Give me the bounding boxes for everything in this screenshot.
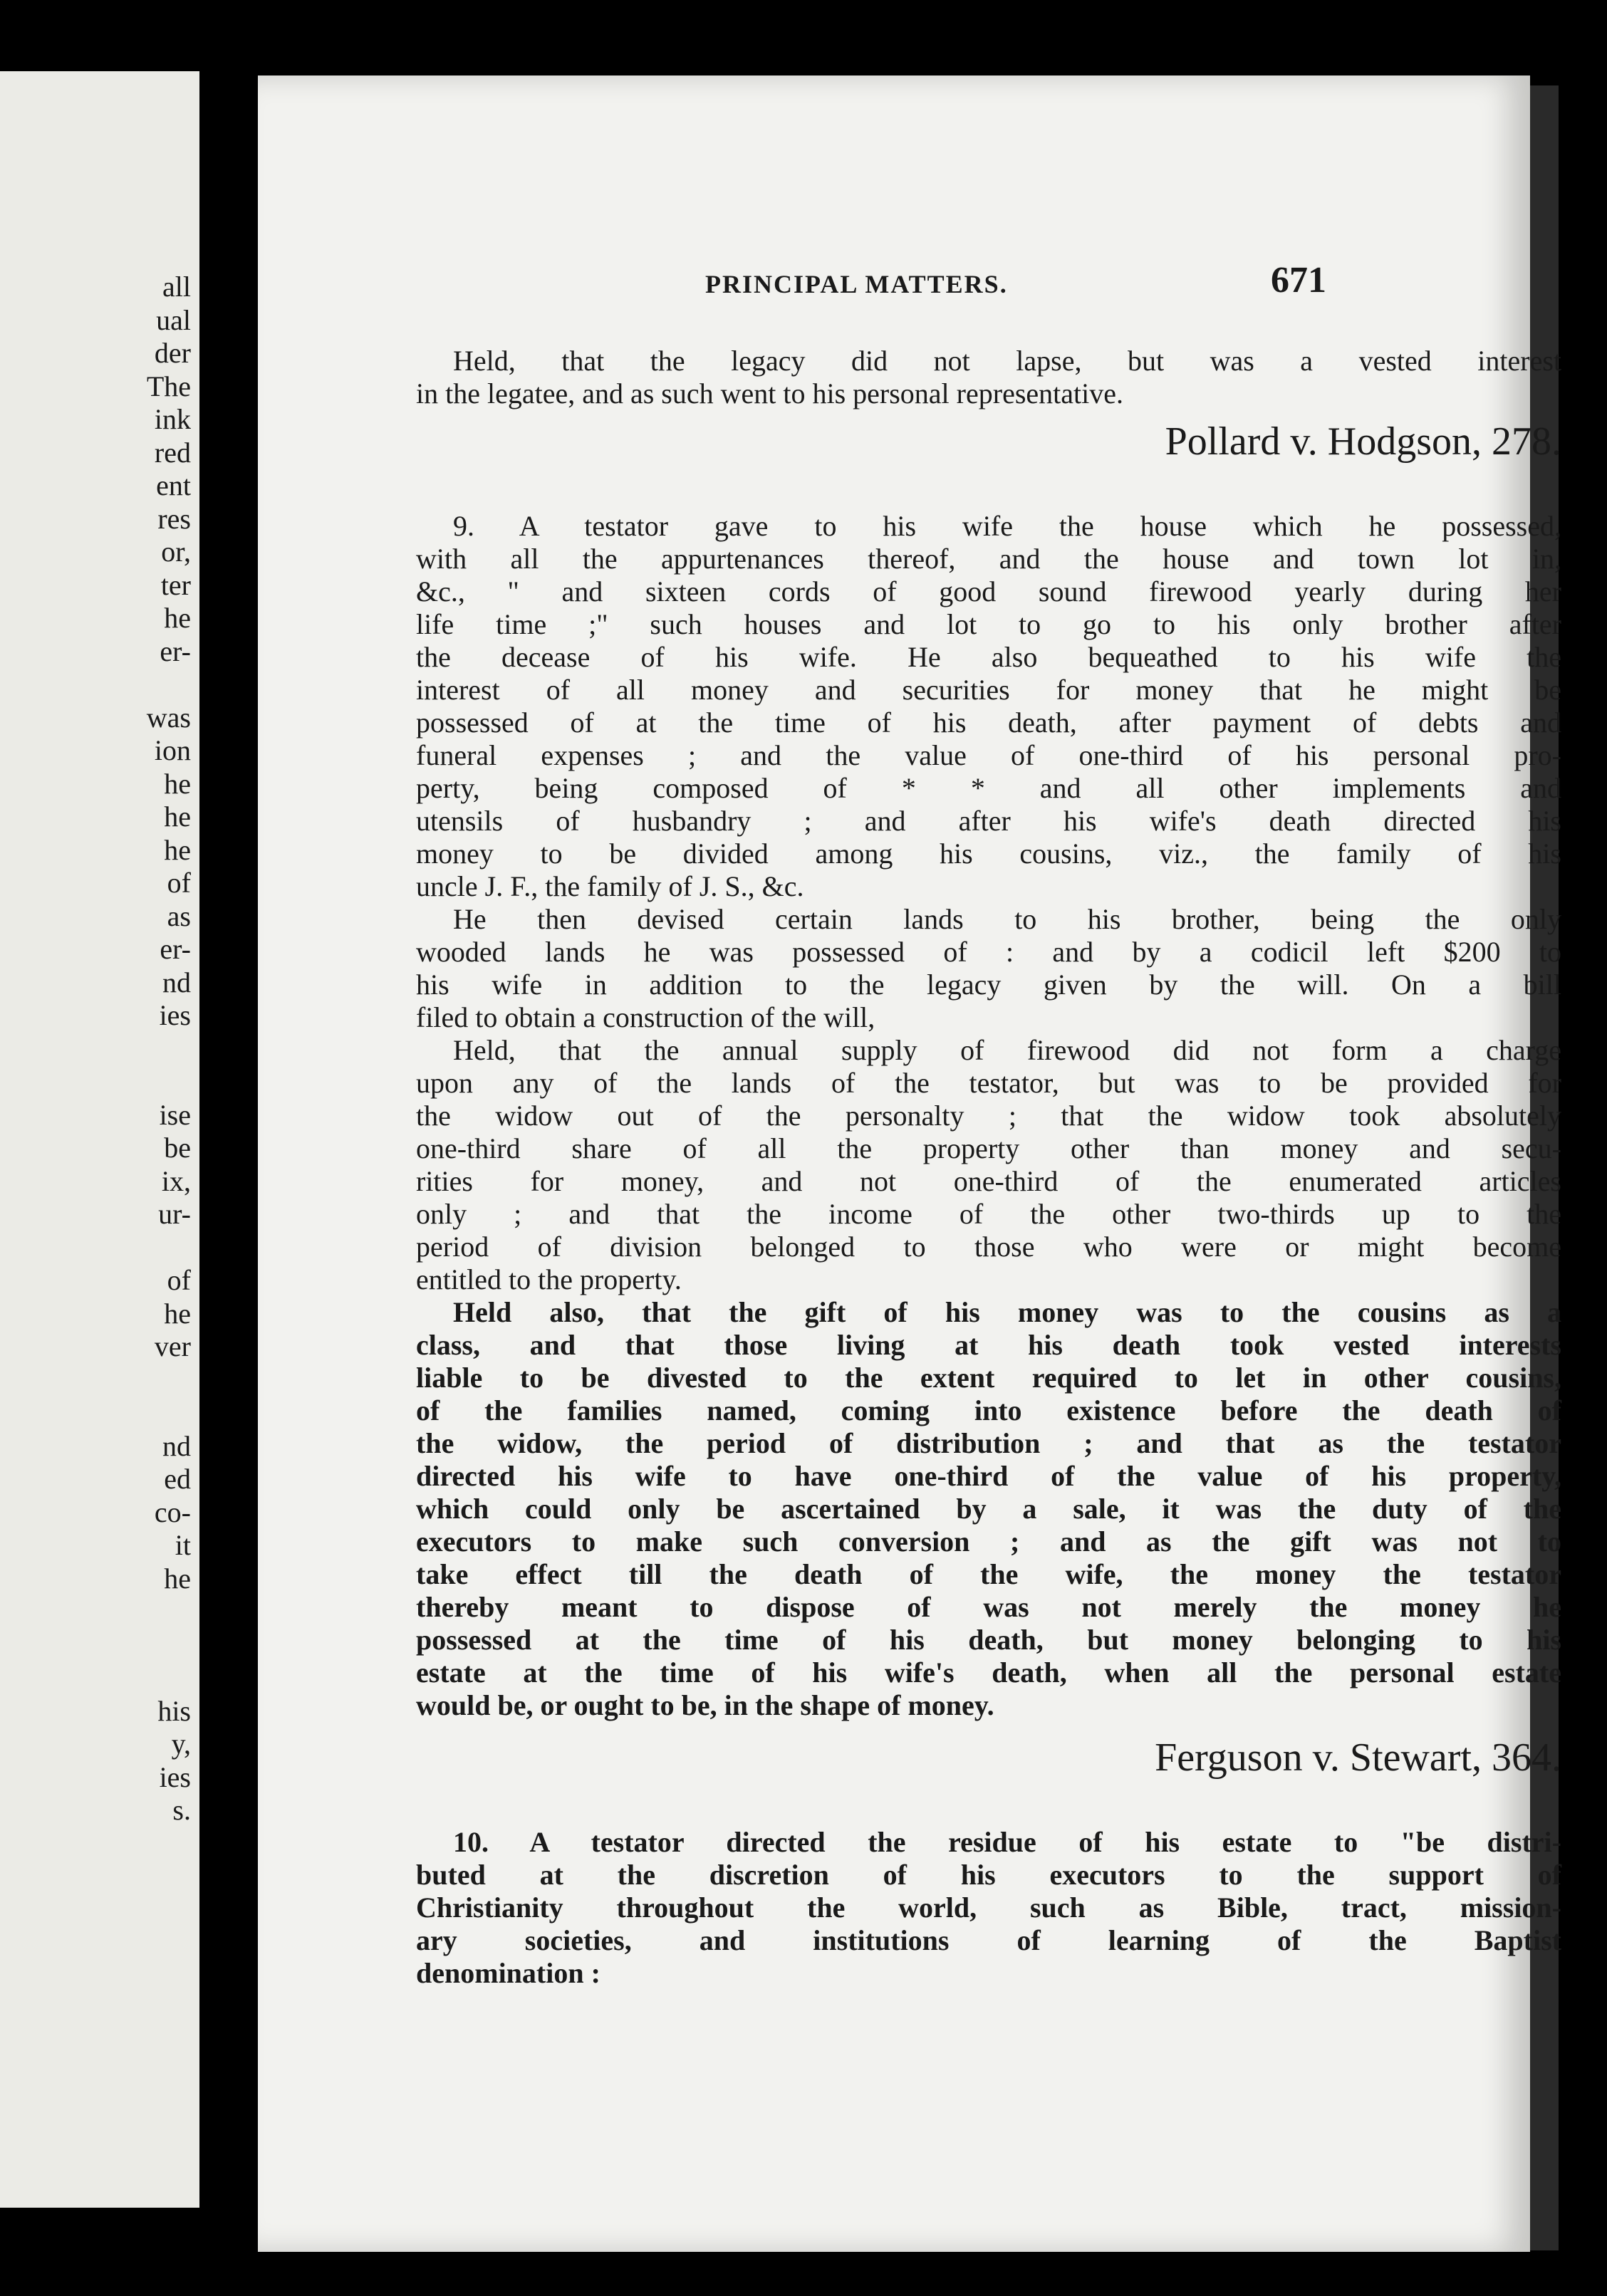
held-paragraph-1 bbox=[416, 345, 1561, 410]
text-line: in the legatee, and as such went to his personal representative. bbox=[416, 377, 1123, 409]
left-page-text-fragment: res bbox=[157, 502, 191, 535]
paragraph-9d bbox=[416, 1296, 1561, 1722]
paragraph-9c bbox=[416, 1034, 1561, 1296]
text-line: possessed of at the time of his death, after payment of debts and bbox=[416, 706, 1561, 739]
text-line: class, and that those living at his death took vested interests bbox=[416, 1329, 1561, 1361]
text-line: interest of all money and securities for money that he might be bbox=[416, 674, 1561, 706]
text-line: estate at the time of his wife's death, when all the personal estate bbox=[416, 1656, 1561, 1689]
left-page-text-fragment: ion bbox=[154, 734, 191, 766]
left-page-text-fragment: ies bbox=[159, 1760, 191, 1793]
text-line: which could only be ascertained by a sale, it was the duty of the bbox=[416, 1493, 1561, 1525]
left-page-text-fragment: he bbox=[164, 1562, 191, 1595]
page-body bbox=[416, 345, 1561, 1990]
text-line: rities for money, and not one-third of the enumerated articles bbox=[416, 1165, 1561, 1197]
left-page-text-fragment: of bbox=[167, 1264, 191, 1296]
text-line: 10. A testator directed the residue of his estate to "be distri- bbox=[453, 1826, 1561, 1858]
left-page-text-fragment: ver bbox=[154, 1330, 191, 1362]
left-page-text-fragment: it bbox=[175, 1529, 191, 1561]
text-line: executors to make such conversion ; and as the gift was not to bbox=[416, 1525, 1561, 1557]
text-line: the widow out of the personalty ; that the widow took absolutely bbox=[416, 1100, 1561, 1132]
text-line: Christianity throughout the world, such as Bible, tract, mission- bbox=[416, 1891, 1561, 1924]
left-page-text-fragment: or, bbox=[161, 536, 191, 568]
case-page-reference: 278. bbox=[1492, 419, 1561, 464]
text-line: would be, or ought to be, in the shape of money. bbox=[416, 1689, 994, 1721]
adjacent-left-page bbox=[0, 71, 199, 2208]
left-page-text-fragment: was bbox=[146, 701, 191, 734]
paragraph-10 bbox=[416, 1826, 1561, 1990]
text-line: &c., " and sixteen cords of good sound firewood yearly during her bbox=[416, 575, 1561, 607]
text-line: filed to obtain a construction of the will, bbox=[416, 1001, 875, 1033]
text-line: Held, that the legacy did not lapse, but was a vested interest bbox=[453, 345, 1561, 377]
left-page-text-fragment: ix, bbox=[161, 1164, 191, 1197]
text-line: directed his wife to have one-third of the value of his property, bbox=[416, 1460, 1561, 1492]
left-page-text-fragment: ed bbox=[164, 1463, 191, 1495]
text-line: Held also, that the gift of his money was to the cousins as a bbox=[453, 1296, 1561, 1328]
text-line: the widow, the period of distribution ; and that as the testator bbox=[416, 1427, 1561, 1459]
text-line: uncle J. F., the family of J. S., &c. bbox=[416, 870, 804, 902]
left-page-text-fragment: he bbox=[164, 800, 191, 833]
left-page-text-fragment: he bbox=[164, 602, 191, 634]
text-line: Held, that the annual supply of firewood did not form a charge bbox=[453, 1034, 1561, 1066]
running-head bbox=[258, 260, 1530, 312]
text-line: perty, being composed of * * and all other implements and bbox=[416, 772, 1561, 804]
text-line: with all the appurtenances thereof, and the house and town lot in, bbox=[416, 543, 1561, 575]
left-page-text-fragment: nd bbox=[162, 1429, 191, 1462]
book-page bbox=[258, 75, 1561, 2252]
left-page-text-fragment: y, bbox=[171, 1728, 191, 1760]
left-page-text-fragment: der bbox=[154, 337, 191, 369]
text-line: his wife in addition to the legacy given by the will. On a bill bbox=[416, 969, 1561, 1001]
case-name: Pollard v. Hodgson, bbox=[1165, 419, 1482, 464]
text-line: period of division belonged to those who were or might become bbox=[416, 1231, 1561, 1263]
left-page-text-fragment: co- bbox=[154, 1496, 191, 1528]
left-page-text-fragment: er- bbox=[160, 933, 191, 965]
text-line: only ; and that the income of the other two-thirds up to the bbox=[416, 1198, 1561, 1230]
left-page-text-fragment: be bbox=[164, 1132, 191, 1164]
paragraph-9 bbox=[416, 510, 1561, 903]
text-line: entitled to the property. bbox=[416, 1263, 682, 1295]
left-page-text-fragment: all bbox=[162, 271, 191, 303]
left-page-text-fragment: ink bbox=[154, 403, 191, 435]
case-name: Ferguson v. Stewart, bbox=[1155, 1736, 1482, 1780]
left-page-text-fragment: er- bbox=[160, 635, 191, 667]
left-page-text-fragment: The bbox=[146, 370, 191, 402]
left-page-text-fragment: ual bbox=[156, 303, 191, 336]
left-page-text-fragment: as bbox=[167, 899, 191, 932]
left-page-text-fragment: ter bbox=[160, 568, 191, 601]
left-page-text-fragment: ur- bbox=[158, 1198, 191, 1230]
text-line: money to be divided among his cousins, viz., the family of his bbox=[416, 837, 1561, 870]
text-line: denomination : bbox=[416, 1957, 600, 1989]
left-page-text-fragment: he bbox=[164, 833, 191, 866]
left-page-text-fragment: his bbox=[157, 1694, 191, 1727]
left-page-text-fragment: red bbox=[154, 436, 191, 469]
left-page-text-fragment: he bbox=[164, 1297, 191, 1330]
text-line: ary societies, and institutions of learning of the Baptist bbox=[416, 1924, 1561, 1956]
text-line: wooded lands he was possessed of : and by a codicil left $200 to bbox=[416, 936, 1561, 968]
text-line: liable to be divested to the extent required to let in other cousins, bbox=[416, 1362, 1561, 1394]
case-citation-ferguson bbox=[416, 1732, 1561, 1783]
text-line: utensils of husbandry ; and after his wife's death directed his bbox=[416, 805, 1561, 837]
left-page-text-fragment: nd bbox=[162, 966, 191, 998]
left-page-text-fragment: of bbox=[167, 867, 191, 899]
left-page-text-fragment: ies bbox=[159, 999, 191, 1031]
text-line: thereby meant to dispose of was not merely the money he bbox=[416, 1591, 1561, 1623]
text-line: one-third share of all the property other than money and secu- bbox=[416, 1132, 1561, 1164]
case-citation-pollard bbox=[416, 416, 1561, 467]
text-line: take effect till the death of the wife, the money the testator bbox=[416, 1558, 1561, 1590]
left-page-text-fragment: ent bbox=[156, 469, 191, 501]
text-line: the decease of his wife. He also bequeathed to his wife the bbox=[416, 641, 1561, 673]
left-page-text-fragment: s. bbox=[172, 1794, 191, 1826]
text-line: possessed at the time of his death, but money belonging to his bbox=[416, 1624, 1561, 1656]
left-page-text-fragment: ise bbox=[159, 1098, 191, 1131]
text-line: buted at the discretion of his executors to the support of bbox=[416, 1859, 1561, 1891]
text-line: upon any of the lands of the testator, but was to be provided for bbox=[416, 1067, 1561, 1099]
text-line: 9. A testator gave to his wife the house which he possessed, bbox=[453, 510, 1561, 542]
text-line: of the families named, coming into existence before the death of bbox=[416, 1394, 1561, 1426]
running-head-title: PRINCIPAL MATTERS. bbox=[705, 270, 1008, 298]
left-page-text-fragment: he bbox=[164, 767, 191, 800]
text-line: He then devised certain lands to his brother, being the only bbox=[453, 903, 1561, 935]
paragraph-9b bbox=[416, 903, 1561, 1034]
case-page-reference: 364. bbox=[1492, 1736, 1561, 1780]
page-number: 671 bbox=[1271, 260, 1326, 301]
text-line: funeral expenses ; and the value of one-third of his personal pro- bbox=[416, 739, 1561, 771]
text-line: life time ;" such houses and lot to go to his only brother after bbox=[416, 608, 1561, 640]
